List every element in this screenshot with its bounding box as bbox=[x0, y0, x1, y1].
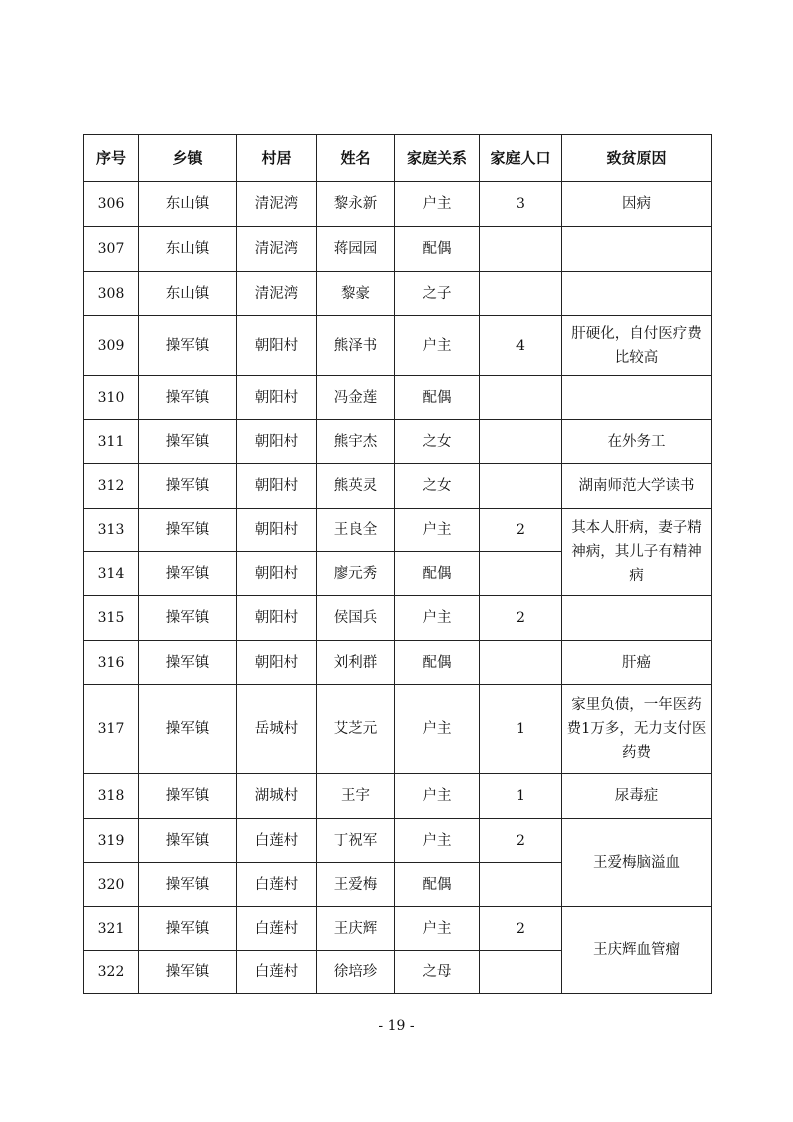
cell-town: 操军镇 bbox=[139, 464, 237, 509]
cell-family-size: 4 bbox=[480, 316, 562, 376]
cell-serial-number: 306 bbox=[84, 182, 139, 227]
cell-town: 操军镇 bbox=[139, 907, 237, 951]
cell-serial-number: 317 bbox=[84, 685, 139, 774]
cell-relation: 户主 bbox=[395, 596, 480, 641]
header-family-relation: 家庭关系 bbox=[395, 135, 480, 182]
cell-name: 廖元秀 bbox=[317, 552, 395, 596]
cell-relation: 配偶 bbox=[395, 641, 480, 685]
cell-serial-number: 307 bbox=[84, 227, 139, 272]
header-serial-number: 序号 bbox=[84, 135, 139, 182]
cell-village: 白莲村 bbox=[237, 863, 317, 907]
cell-town: 操军镇 bbox=[139, 819, 237, 863]
cell-serial-number: 308 bbox=[84, 272, 139, 316]
table-row bbox=[84, 774, 712, 819]
cell-serial-number: 313 bbox=[84, 509, 139, 552]
cell-poverty-cause: 在外务工 bbox=[562, 420, 712, 464]
cell-serial-number: 309 bbox=[84, 316, 139, 376]
header-village: 村居 bbox=[237, 135, 317, 182]
cell-serial-number: 318 bbox=[84, 774, 139, 819]
table-header-row bbox=[84, 135, 712, 182]
cell-town: 操军镇 bbox=[139, 376, 237, 420]
cell-town: 操军镇 bbox=[139, 596, 237, 641]
cell-village: 岳城村 bbox=[237, 685, 317, 774]
cell-town: 操军镇 bbox=[139, 951, 237, 994]
cell-poverty-cause: 家里负债，一年医药费1万多，无力支付医药费 bbox=[562, 685, 712, 774]
cell-village: 朝阳村 bbox=[237, 552, 317, 596]
cell-relation: 之女 bbox=[395, 420, 480, 464]
cell-relation: 配偶 bbox=[395, 227, 480, 272]
cell-poverty-cause: 王爱梅脑溢血 bbox=[562, 819, 712, 907]
cell-town: 东山镇 bbox=[139, 182, 237, 227]
cell-poverty-cause bbox=[562, 272, 712, 316]
table-row bbox=[84, 641, 712, 685]
cell-poverty-cause bbox=[562, 227, 712, 272]
poverty-household-table bbox=[83, 134, 712, 994]
cell-village: 朝阳村 bbox=[237, 596, 317, 641]
cell-name: 冯金莲 bbox=[317, 376, 395, 420]
header-town: 乡镇 bbox=[139, 135, 237, 182]
cell-village: 清泥湾 bbox=[237, 182, 317, 227]
cell-name: 黎永新 bbox=[317, 182, 395, 227]
cell-relation: 户主 bbox=[395, 685, 480, 774]
table-row bbox=[84, 420, 712, 464]
cell-town: 操军镇 bbox=[139, 552, 237, 596]
cell-name: 丁祝军 bbox=[317, 819, 395, 863]
cell-family-size: 2 bbox=[480, 907, 562, 951]
cell-serial-number: 312 bbox=[84, 464, 139, 509]
cell-family-size: 2 bbox=[480, 596, 562, 641]
cell-village: 朝阳村 bbox=[237, 509, 317, 552]
cell-relation: 户主 bbox=[395, 316, 480, 376]
cell-relation: 配偶 bbox=[395, 552, 480, 596]
cell-name: 刘利群 bbox=[317, 641, 395, 685]
cell-name: 徐培珍 bbox=[317, 951, 395, 994]
cell-village: 清泥湾 bbox=[237, 272, 317, 316]
cell-poverty-cause: 肝癌 bbox=[562, 641, 712, 685]
cell-name: 蒋园园 bbox=[317, 227, 395, 272]
cell-family-size bbox=[480, 863, 562, 907]
cell-serial-number: 321 bbox=[84, 907, 139, 951]
cell-village: 白莲村 bbox=[237, 907, 317, 951]
cell-village: 白莲村 bbox=[237, 819, 317, 863]
cell-name: 黎豪 bbox=[317, 272, 395, 316]
table-row bbox=[84, 509, 712, 552]
cell-town: 操军镇 bbox=[139, 509, 237, 552]
cell-serial-number: 316 bbox=[84, 641, 139, 685]
cell-family-size: 3 bbox=[480, 182, 562, 227]
cell-family-size bbox=[480, 641, 562, 685]
cell-poverty-cause: 因病 bbox=[562, 182, 712, 227]
cell-relation: 户主 bbox=[395, 907, 480, 951]
cell-serial-number: 315 bbox=[84, 596, 139, 641]
cell-relation: 配偶 bbox=[395, 376, 480, 420]
cell-relation: 户主 bbox=[395, 819, 480, 863]
table-row bbox=[84, 316, 712, 376]
cell-village: 湖城村 bbox=[237, 774, 317, 819]
cell-name: 王宇 bbox=[317, 774, 395, 819]
table-row bbox=[84, 376, 712, 420]
table-row bbox=[84, 907, 712, 951]
cell-village: 朝阳村 bbox=[237, 464, 317, 509]
cell-town: 操军镇 bbox=[139, 685, 237, 774]
cell-family-size: 2 bbox=[480, 819, 562, 863]
cell-name: 王良全 bbox=[317, 509, 395, 552]
cell-name: 熊英灵 bbox=[317, 464, 395, 509]
cell-town: 操军镇 bbox=[139, 641, 237, 685]
cell-name: 艾芝元 bbox=[317, 685, 395, 774]
cell-serial-number: 311 bbox=[84, 420, 139, 464]
table-row bbox=[84, 819, 712, 863]
cell-relation: 配偶 bbox=[395, 863, 480, 907]
cell-relation: 户主 bbox=[395, 774, 480, 819]
cell-town: 操军镇 bbox=[139, 774, 237, 819]
cell-name: 侯国兵 bbox=[317, 596, 395, 641]
cell-relation: 之子 bbox=[395, 272, 480, 316]
cell-town: 东山镇 bbox=[139, 227, 237, 272]
cell-village: 朝阳村 bbox=[237, 420, 317, 464]
cell-family-size: 2 bbox=[480, 509, 562, 552]
cell-village: 朝阳村 bbox=[237, 641, 317, 685]
cell-relation: 之母 bbox=[395, 951, 480, 994]
cell-village: 白莲村 bbox=[237, 951, 317, 994]
cell-town: 操军镇 bbox=[139, 420, 237, 464]
cell-poverty-cause: 王庆辉血管瘤 bbox=[562, 907, 712, 994]
cell-poverty-cause bbox=[562, 376, 712, 420]
cell-village: 清泥湾 bbox=[237, 227, 317, 272]
cell-family-size bbox=[480, 420, 562, 464]
table-row bbox=[84, 464, 712, 509]
header-poverty-cause: 致贫原因 bbox=[562, 135, 712, 182]
cell-poverty-cause: 尿毒症 bbox=[562, 774, 712, 819]
cell-family-size bbox=[480, 376, 562, 420]
cell-name: 熊宇杰 bbox=[317, 420, 395, 464]
table-row bbox=[84, 272, 712, 316]
cell-village: 朝阳村 bbox=[237, 316, 317, 376]
cell-name: 王庆辉 bbox=[317, 907, 395, 951]
table-row bbox=[84, 227, 712, 272]
page-number: - 19 - bbox=[378, 1018, 415, 1034]
table-row bbox=[84, 596, 712, 641]
cell-family-size bbox=[480, 464, 562, 509]
cell-name: 王爱梅 bbox=[317, 863, 395, 907]
cell-family-size bbox=[480, 951, 562, 994]
cell-serial-number: 322 bbox=[84, 951, 139, 994]
cell-town: 操军镇 bbox=[139, 863, 237, 907]
cell-poverty-cause: 湖南师范大学读书 bbox=[562, 464, 712, 509]
table-row bbox=[84, 685, 712, 774]
cell-family-size bbox=[480, 272, 562, 316]
cell-village: 朝阳村 bbox=[237, 376, 317, 420]
cell-town: 东山镇 bbox=[139, 272, 237, 316]
cell-serial-number: 314 bbox=[84, 552, 139, 596]
cell-serial-number: 310 bbox=[84, 376, 139, 420]
cell-relation: 户主 bbox=[395, 509, 480, 552]
header-name: 姓名 bbox=[317, 135, 395, 182]
cell-family-size bbox=[480, 552, 562, 596]
cell-relation: 之女 bbox=[395, 464, 480, 509]
header-family-size: 家庭人口 bbox=[480, 135, 562, 182]
cell-serial-number: 320 bbox=[84, 863, 139, 907]
cell-family-size bbox=[480, 227, 562, 272]
cell-relation: 户主 bbox=[395, 182, 480, 227]
cell-town: 操军镇 bbox=[139, 316, 237, 376]
cell-family-size: 1 bbox=[480, 774, 562, 819]
cell-serial-number: 319 bbox=[84, 819, 139, 863]
table-row bbox=[84, 182, 712, 227]
cell-poverty-cause bbox=[562, 596, 712, 641]
cell-family-size: 1 bbox=[480, 685, 562, 774]
cell-name: 熊泽书 bbox=[317, 316, 395, 376]
cell-poverty-cause: 肝硬化，自付医疗费比较高 bbox=[562, 316, 712, 376]
cell-poverty-cause: 其本人肝病，妻子精神病，其儿子有精神病 bbox=[562, 509, 712, 596]
